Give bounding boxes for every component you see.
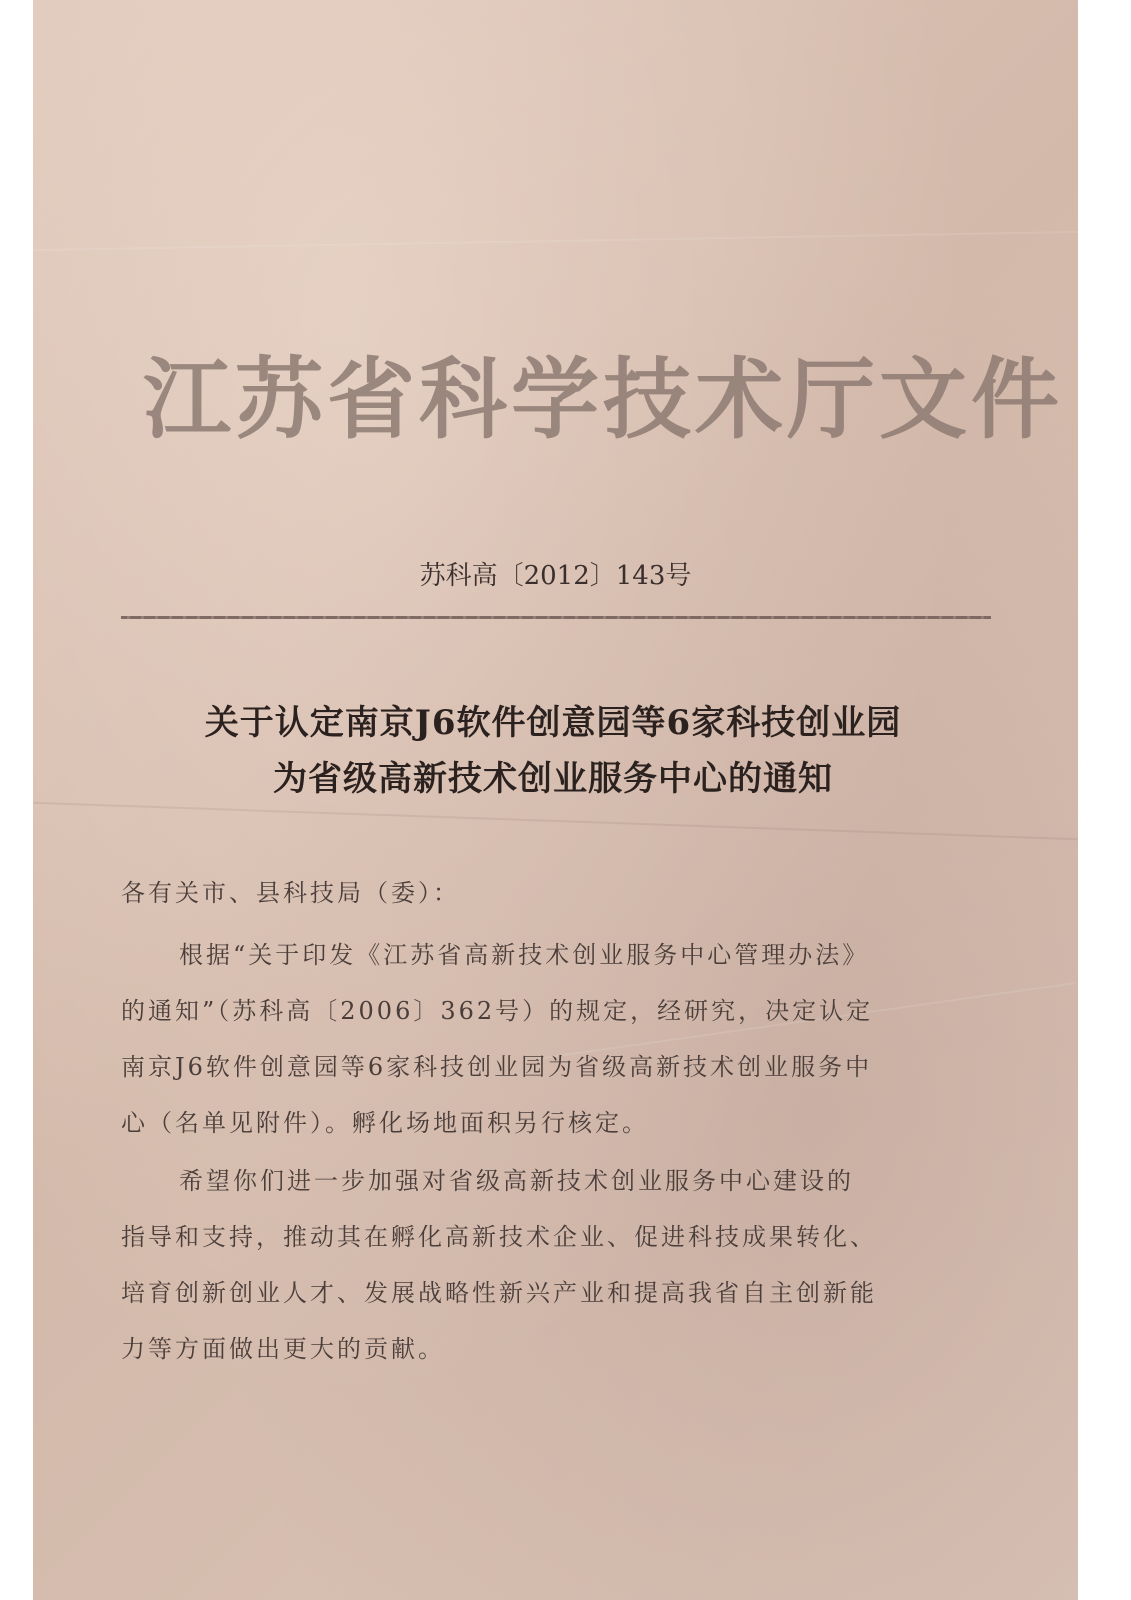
paper-crease [33,231,1078,251]
paragraph-line: 心（名单见附件）。孵化场地面积另行核定。 [121,1109,649,1137]
paragraph-line: 南京J6软件创意园等6家科技创业园为省级高新技术创业服务中 [121,1053,873,1081]
paragraph-line: 指导和支持，推动其在孵化高新技术企业、促进科技成果转化、 [121,1223,877,1251]
paragraph-line: 力等方面做出更大的贡献。 [121,1335,445,1363]
paper-crease [33,802,1077,840]
document-page [33,0,1078,1600]
document-title [113,695,993,807]
header-divider [121,616,991,619]
paragraph-line: 的通知”（苏科高〔2006〕362号）的规定，经研究，决定认定 [121,997,874,1025]
paragraph-line: 培育创新创业人才、发展战略性新兴产业和提高我省自主创新能 [121,1279,877,1307]
paragraph-line: 希望你们进一步加强对省级高新技术创业服务中心建设的 [179,1167,854,1195]
title-line: 关于认定南京J6软件创意园等6家科技创业园 [204,703,902,743]
title-line: 为省级高新技术创业服务中心的通知 [273,759,833,799]
salutation: 各有关市、县科技局（委）： [121,879,460,907]
document-number: 苏科高〔2012〕143号 [419,561,692,591]
paragraph-line: 根据“关于印发《江苏省高新技术创业服务中心管理办法》 [179,941,870,969]
document-masthead: 江苏省科学技术厅文件 [143,347,1064,451]
